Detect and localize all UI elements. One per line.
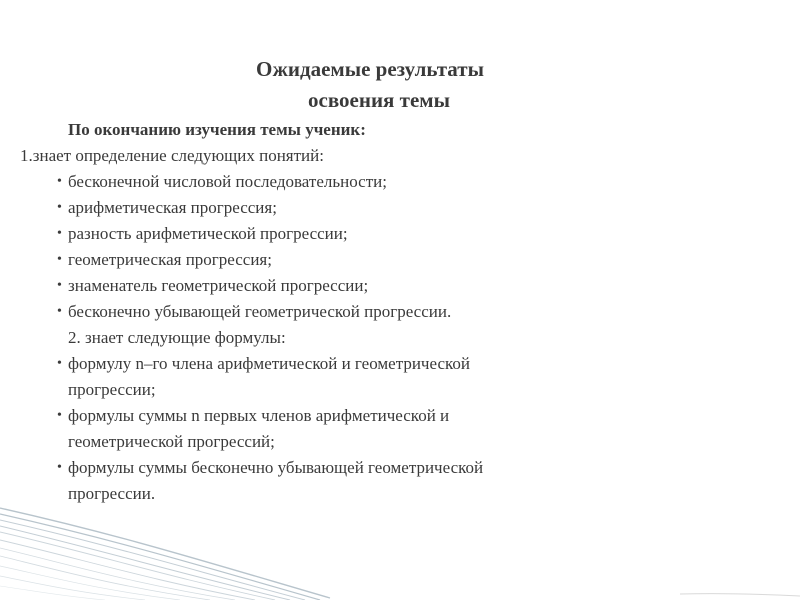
bullet-icon: • [57,278,62,293]
bullet-icon: • [57,304,62,319]
list-item-text: геометрическая прогрессия; [68,250,272,269]
list-item [0,169,680,195]
section-1-heading: 1.знает определение следующих понятий: [20,146,324,165]
list-item [0,195,680,221]
list-item [0,299,680,325]
bullet-icon: • [57,252,62,267]
bullet-icon: • [57,174,62,189]
list-item [0,273,680,299]
list-item-continuation: прогрессии; [68,380,156,399]
section-2-heading: 2. знает следующие формулы: [68,328,286,347]
list-item-text: арифметическая прогрессия; [68,198,277,217]
title-line-1: Ожидаемые результаты [256,57,484,81]
list-item-text: формулы суммы n первых членов арифметической и [68,406,450,425]
intro-text: По окончанию изучения темы ученик: [68,120,366,139]
bullet-icon: • [57,356,62,371]
list-item-text: знаменатель геометрической прогрессии; [68,276,369,295]
list-item-text: разность арифметической прогрессии; [68,224,348,243]
list-item-continuation: геометрической прогрессий; [68,432,275,451]
list-item-text: бесконечной числовой последовательности; [68,172,387,191]
bullet-icon: • [57,408,62,423]
list-item [0,247,680,273]
list-item-text: бесконечно убывающей геометрической прогрессии. [68,302,452,321]
bullet-icon: • [57,460,62,475]
list-item [0,221,680,247]
bullet-icon: • [57,226,62,241]
list-item-text: формулы суммы бесконечно убывающей геометрической [68,458,484,477]
list-item [0,455,680,481]
list-item [0,351,680,377]
list-item [0,403,680,429]
title-line-2: освоения темы [308,88,450,112]
list-item-text: формулу n–го члена арифметической и геометрической [68,354,470,373]
slide-body [0,117,680,507]
decorative-swoosh-lines [0,490,800,600]
slide-title [190,54,550,116]
bullet-icon: • [57,200,62,215]
list-item-continuation: прогрессии. [68,484,156,503]
